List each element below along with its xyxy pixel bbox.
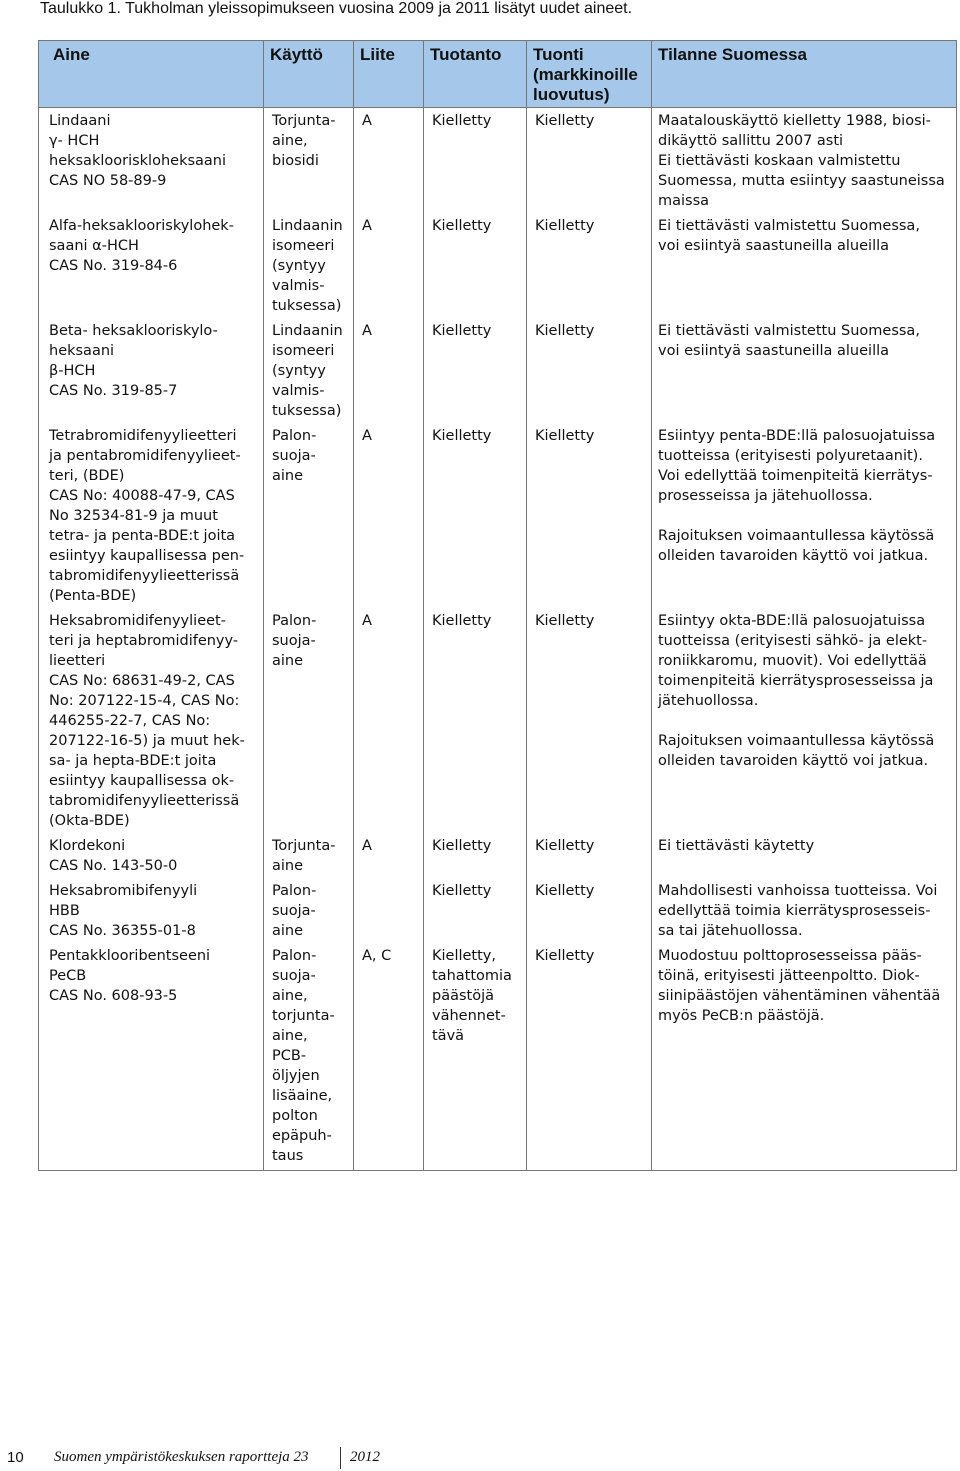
cell-aine: Klordekoni CAS No. 143-50-0 <box>39 833 264 878</box>
page-number: 10 <box>7 1449 24 1466</box>
cell-aine: Heksabromidifenyylieet- teri ja heptabromidifenyy- lieetteri CAS No: 68631-49-2, CAS No: 207122-15-4, CAS No: 446255-22-7, CAS No: 207122-16-5) ja muut hek- sa- ja hepta-BDE:t joita esiintyy kaupallisessa ok- tabromidifenyylieetterissä (Okta-BDE) <box>39 608 264 833</box>
table-row <box>39 318 957 423</box>
cell-tuotanto: Kielletty <box>424 318 527 423</box>
cell-kaytto: Lindaanin isomeeri (syntyy valmis- tuksessa) <box>264 318 354 423</box>
cell-liite <box>354 878 424 943</box>
cell-liite: A <box>354 833 424 878</box>
column-header-tuotanto: Tuotanto <box>424 41 527 108</box>
cell-liite: A, C <box>354 943 424 1171</box>
cell-tuotanto: Kielletty <box>424 608 527 833</box>
cell-tuonti: Kielletty <box>527 608 652 833</box>
report-year: 2012 <box>350 1449 380 1465</box>
table-row <box>39 608 957 833</box>
cell-kaytto: Palon- suoja- aine <box>264 878 354 943</box>
cell-tuotanto: Kielletty <box>424 833 527 878</box>
cell-tilanne: Mahdollisesti vanhoissa tuotteissa. Voi edellyttää toimia kierrätysprosesseis- sa tai jätehuollossa. <box>652 878 957 943</box>
cell-tilanne: Ei tiettävästi käytetty <box>652 833 957 878</box>
cell-kaytto: Torjunta- aine <box>264 833 354 878</box>
cell-tilanne: Ei tiettävästi valmistettu Suomessa, voi esiintyä saastuneilla alueilla <box>652 318 957 423</box>
table-row <box>39 943 957 1171</box>
table-row <box>39 108 957 214</box>
cell-tilanne: Esiintyy penta-BDE:llä palosuojatuissa tuotteissa (erityisesti polyuretaanit). Voi edellyttää toimenpiteitä kierrätys- prosesseissa ja jätehuollossa. Rajoituksen voimaantullessa käytössä olleiden tavaroiden käyttö voi jatkua. <box>652 423 957 608</box>
cell-kaytto: Lindaanin isomeeri (syntyy valmis- tuksessa) <box>264 213 354 318</box>
column-header-aine: Aine <box>39 41 264 108</box>
cell-aine: Heksabromibifenyyli HBB CAS No. 36355-01-8 <box>39 878 264 943</box>
page-footer <box>0 1449 960 1471</box>
cell-kaytto: Palon- suoja- aine, torjunta- aine, PCB- öljyjen lisäaine, polton epäpuh- taus <box>264 943 354 1171</box>
cell-tuonti: Kielletty <box>527 833 652 878</box>
table-row <box>39 878 957 943</box>
cell-aine: Beta- heksaklooriskylo- heksaani β-HCH CAS No. 319-85-7 <box>39 318 264 423</box>
table-body <box>39 108 957 1171</box>
cell-aine: Lindaani γ- HCH heksaklooriskloheksaani CAS NO 58-89-9 <box>39 108 264 214</box>
table-row <box>39 213 957 318</box>
cell-aine: Alfa-heksaklooriskylohek- saani α-HCH CAS No. 319-84-6 <box>39 213 264 318</box>
footer-divider <box>340 1447 341 1469</box>
cell-kaytto: Torjunta- aine, biosidi <box>264 108 354 214</box>
cell-kaytto: Palon- suoja- aine <box>264 423 354 608</box>
table-row <box>39 833 957 878</box>
cell-tilanne: Muodostuu polttoprosesseissa pääs- töinä, erityisesti jätteenpoltto. Diok- siinipäästöjen vähentäminen vähentää myös PeCB:n päästöjä. <box>652 943 957 1171</box>
substances-table <box>38 40 957 1171</box>
cell-liite: A <box>354 213 424 318</box>
cell-tuotanto: Kielletty <box>424 108 527 214</box>
cell-liite: A <box>354 608 424 833</box>
table-row <box>39 423 957 608</box>
cell-tuonti: Kielletty <box>527 108 652 214</box>
cell-tilanne: Maatalouskäyttö kielletty 1988, biosi- dikäyttö sallittu 2007 asti Ei tiettävästi koskaan valmistettu Suomessa, mutta esiintyy saastuneissa maissa <box>652 108 957 214</box>
cell-tuonti: Kielletty <box>527 213 652 318</box>
column-header-liite: Liite <box>354 41 424 108</box>
table-caption: Taulukko 1. Tukholman yleissopimukseen vuosina 2009 ja 2011 lisätyt uudet aineet. <box>40 0 633 17</box>
column-header-tilanne: Tilanne Suomessa <box>652 41 957 108</box>
cell-liite: A <box>354 423 424 608</box>
cell-tuotanto: Kielletty <box>424 423 527 608</box>
cell-aine: Tetrabromidifenyylieetteri ja pentabromidifenyylieet- teri, (BDE) CAS No: 40088-47-9, CAS No 32534-81-9 ja muut tetra- ja penta-BDE:t joita esiintyy kaupallisessa pen- tabromidifenyylieetterissä (Penta-BDE) <box>39 423 264 608</box>
cell-tuonti: Kielletty <box>527 318 652 423</box>
cell-liite: A <box>354 108 424 214</box>
column-header-tuonti: Tuonti (markkinoille luovutus) <box>527 41 652 108</box>
cell-liite: A <box>354 318 424 423</box>
cell-tuonti: Kielletty <box>527 423 652 608</box>
cell-kaytto: Palon- suoja- aine <box>264 608 354 833</box>
cell-tuotanto: Kielletty, tahattomia päästöjä vähennet- tävä <box>424 943 527 1171</box>
cell-tuotanto: Kielletty <box>424 213 527 318</box>
cell-tuonti: Kielletty <box>527 878 652 943</box>
cell-tilanne: Ei tiettävästi valmistettu Suomessa, voi esiintyä saastuneilla alueilla <box>652 213 957 318</box>
cell-tuonti: Kielletty <box>527 943 652 1171</box>
cell-aine: Pentakklooribentseeni PeCB CAS No. 608-93-5 <box>39 943 264 1171</box>
table-header-row <box>39 41 957 108</box>
cell-tilanne: Esiintyy okta-BDE:llä palosuojatuissa tuotteissa (erityisesti sähkö- ja elekt- roniikkaromu, muovit). Voi edellyttää toimenpiteitä kierrätysprosesseissa ja jätehuollossa. Rajoituksen voimaantullessa käytössä olleiden tavaroiden käyttö voi jatkua. <box>652 608 957 833</box>
column-header-kaytto: Käyttö <box>264 41 354 108</box>
substances-table-container <box>38 40 956 1171</box>
report-series-title: Suomen ympäristökeskuksen raportteja 23 <box>54 1449 309 1465</box>
cell-tuotanto: Kielletty <box>424 878 527 943</box>
